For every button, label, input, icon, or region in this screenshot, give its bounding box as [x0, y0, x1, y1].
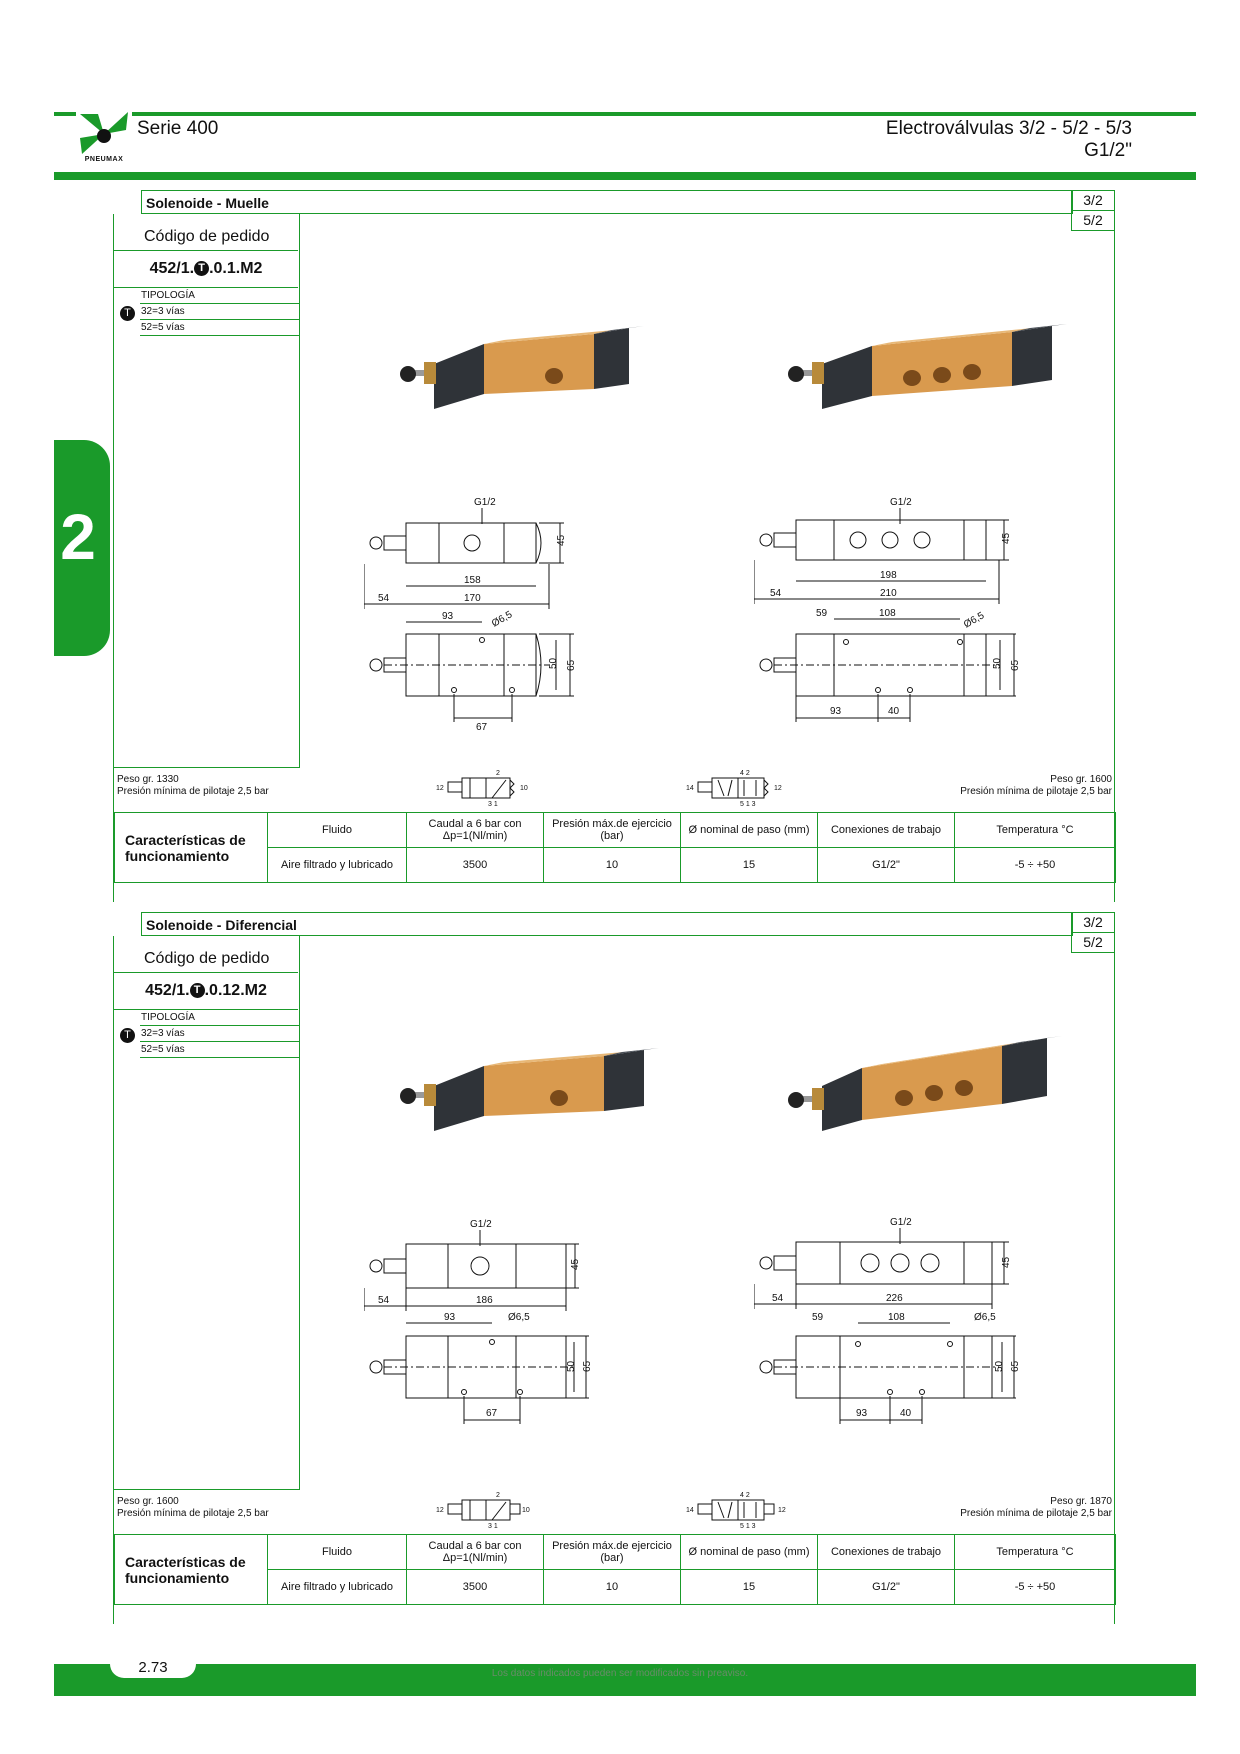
- svg-text:2: 2: [496, 770, 500, 777]
- typology-t-badge: T: [120, 1027, 135, 1045]
- info-right: Peso gr. 1870 Presión mínima de pilotaje 2,5 bar: [960, 1496, 1112, 1519]
- dim-c: 108: [888, 1312, 905, 1323]
- dim-h2: 50: [548, 657, 559, 669]
- typology-t-badge: T: [120, 305, 135, 323]
- dim-offset: 54: [378, 593, 390, 604]
- valve-photo-3-2: [394, 1026, 734, 1146]
- dim-h3: 65: [1010, 659, 1021, 671]
- dim-h3: 65: [1010, 1360, 1021, 1372]
- section-frame: [113, 214, 1115, 902]
- dim-h2: 50: [994, 1360, 1005, 1372]
- svg-text:14: 14: [686, 785, 694, 792]
- dim-h2: 50: [992, 657, 1003, 669]
- dim-length-1: 226: [886, 1293, 903, 1304]
- dim-height: 45: [556, 534, 567, 546]
- brand-name: PNEUMAX: [84, 156, 124, 163]
- dim-length-2: 170: [464, 593, 481, 604]
- svg-text:12: 12: [774, 785, 782, 792]
- symbol-3-2: [434, 1488, 544, 1528]
- section-title: Solenoide - Muelle: [141, 190, 1073, 214]
- spec-table: Características de funcionamiento Fluido Caudal a 6 bar con Δp=1(Nl/min) Presión máx.de ejercicio (bar) Ø nominal de paso (mm) Conexiones de trabajo Temperatura °C Aire filtrado y lubricado 3500 10 15 G1/2" -5 ÷ +50: [114, 1534, 1116, 1605]
- port-label: G1/2: [470, 1219, 492, 1230]
- symbol-5-2: [684, 766, 804, 806]
- svg-text:12: 12: [778, 1507, 786, 1514]
- dim-hole: Ø6,5: [974, 1312, 996, 1323]
- spec-table: Características de funcionamiento Fluido Caudal a 6 bar con Δp=1(Nl/min) Presión máx.de ejercicio (bar) Ø nominal de paso (mm) Conexiones de trabajo Temperatura °C Aire filtrado y lubricado 3500 10 15 G1/2" -5 ÷ +50: [114, 812, 1116, 883]
- typology-row: 32=3 vías: [140, 1026, 300, 1042]
- drawing-5-2: [754, 494, 1134, 744]
- svg-text:12: 12: [436, 785, 444, 792]
- symbol-5-2: [684, 1488, 804, 1528]
- valve-photo-5-2: [782, 304, 1122, 424]
- typology-head: TIPOLOGÍA: [140, 288, 300, 304]
- order-column: [114, 214, 300, 768]
- order-code: 452/1. T .0.1.M2: [114, 250, 298, 288]
- dim-h2: 50: [566, 1360, 577, 1372]
- spec-head: Características de funcionamiento: [115, 1535, 268, 1605]
- typology-row: 52=5 vías: [140, 1042, 300, 1058]
- dim-h3: 65: [566, 659, 577, 671]
- dim-b: 67: [486, 1408, 498, 1419]
- dim-offset: 54: [770, 588, 782, 599]
- ways-box: 3/2 5/2: [1071, 912, 1115, 953]
- info-left: Peso gr. 1600 Presión mínima de pilotaje 2,5 bar: [117, 1496, 269, 1519]
- dim-h3: 65: [582, 1360, 593, 1372]
- dim-a: 59: [816, 608, 828, 619]
- dim-length-1: 186: [476, 1295, 493, 1306]
- footer-note: Los datos indicados pueden ser modificados sin preaviso.: [491, 1668, 749, 1679]
- dim-hole: Ø6,5: [508, 1312, 530, 1323]
- dim-b: 93: [830, 706, 842, 717]
- dim-hole: Ø6,5: [490, 609, 515, 630]
- dim-a: 59: [812, 1312, 824, 1323]
- port-label: G1/2: [890, 497, 912, 508]
- dim-length-2: 210: [880, 588, 897, 599]
- dim-height: 45: [570, 1258, 581, 1270]
- drawing-3-2: [364, 1216, 744, 1466]
- page-title: Electroválvulas 3/2 - 5/2 - 5/3 G1/2": [885, 118, 1132, 161]
- series-title: Serie 400: [137, 118, 219, 139]
- svg-text:2: 2: [496, 1492, 500, 1499]
- order-code-label: Código de pedido: [144, 228, 270, 245]
- section-frame: [113, 936, 1115, 1624]
- svg-text:3 1: 3 1: [488, 801, 498, 806]
- dim-a: 93: [442, 611, 454, 622]
- svg-text:10: 10: [522, 1507, 530, 1514]
- dim-a: 93: [444, 1312, 456, 1323]
- svg-text:5 1 3: 5 1 3: [740, 1523, 756, 1528]
- dim-height: 45: [1001, 532, 1012, 544]
- svg-text:5 1 3: 5 1 3: [740, 801, 756, 806]
- typology-row: 52=5 vías: [140, 320, 300, 336]
- svg-text:3 1: 3 1: [488, 1523, 498, 1528]
- header-top-rule: [54, 112, 1196, 116]
- symbol-3-2: [434, 766, 544, 806]
- svg-text:10: 10: [520, 785, 528, 792]
- section-solenoid-differential: [113, 912, 1115, 1624]
- svg-text:12: 12: [436, 1507, 444, 1514]
- dim-hole: Ø6,5: [962, 610, 987, 631]
- ways-box: 3/2 5/2: [1071, 190, 1115, 231]
- order-code: 452/1. T .0.12.M2: [114, 972, 298, 1010]
- dim-length-1: 158: [464, 575, 481, 586]
- info-right: Peso gr. 1600 Presión mínima de pilotaje 2,5 bar: [960, 774, 1112, 797]
- svg-text:4 2: 4 2: [740, 1492, 750, 1499]
- order-code-label: Código de pedido: [144, 950, 270, 967]
- dim-length-1: 198: [880, 570, 897, 581]
- svg-text:4 2: 4 2: [740, 770, 750, 777]
- port-label: G1/2: [890, 1217, 912, 1228]
- section-title: Solenoide - Diferencial: [141, 912, 1073, 936]
- dim-offset: 54: [772, 1293, 784, 1304]
- info-left: Peso gr. 1330 Presión mínima de pilotaje 2,5 bar: [117, 774, 269, 797]
- valve-photo-3-2: [394, 304, 734, 424]
- drawing-3-2: [364, 494, 744, 744]
- spec-head: Características de funcionamiento: [115, 813, 268, 883]
- dim-offset: 54: [378, 1295, 390, 1306]
- page-number: 2.73: [110, 1658, 196, 1678]
- dim-height: 45: [1001, 1256, 1012, 1268]
- svg-text:14: 14: [686, 1507, 694, 1514]
- typology-row: 32=3 vías: [140, 304, 300, 320]
- dim-c: 108: [879, 608, 896, 619]
- port-label: G1/2: [474, 497, 496, 508]
- valve-photo-5-2: [782, 1026, 1122, 1146]
- dim-b: 67: [476, 722, 488, 733]
- order-column: [114, 936, 300, 1490]
- chapter-tab: 2: [54, 440, 110, 656]
- typology-head: TIPOLOGÍA: [140, 1010, 300, 1026]
- dim-b: 93: [856, 1408, 868, 1419]
- dim-e: 40: [888, 706, 900, 717]
- header-bottom-rule: [54, 172, 1196, 180]
- section-solenoid-spring: [113, 190, 1115, 902]
- drawing-5-2: [754, 1216, 1134, 1466]
- dim-e: 40: [900, 1408, 912, 1419]
